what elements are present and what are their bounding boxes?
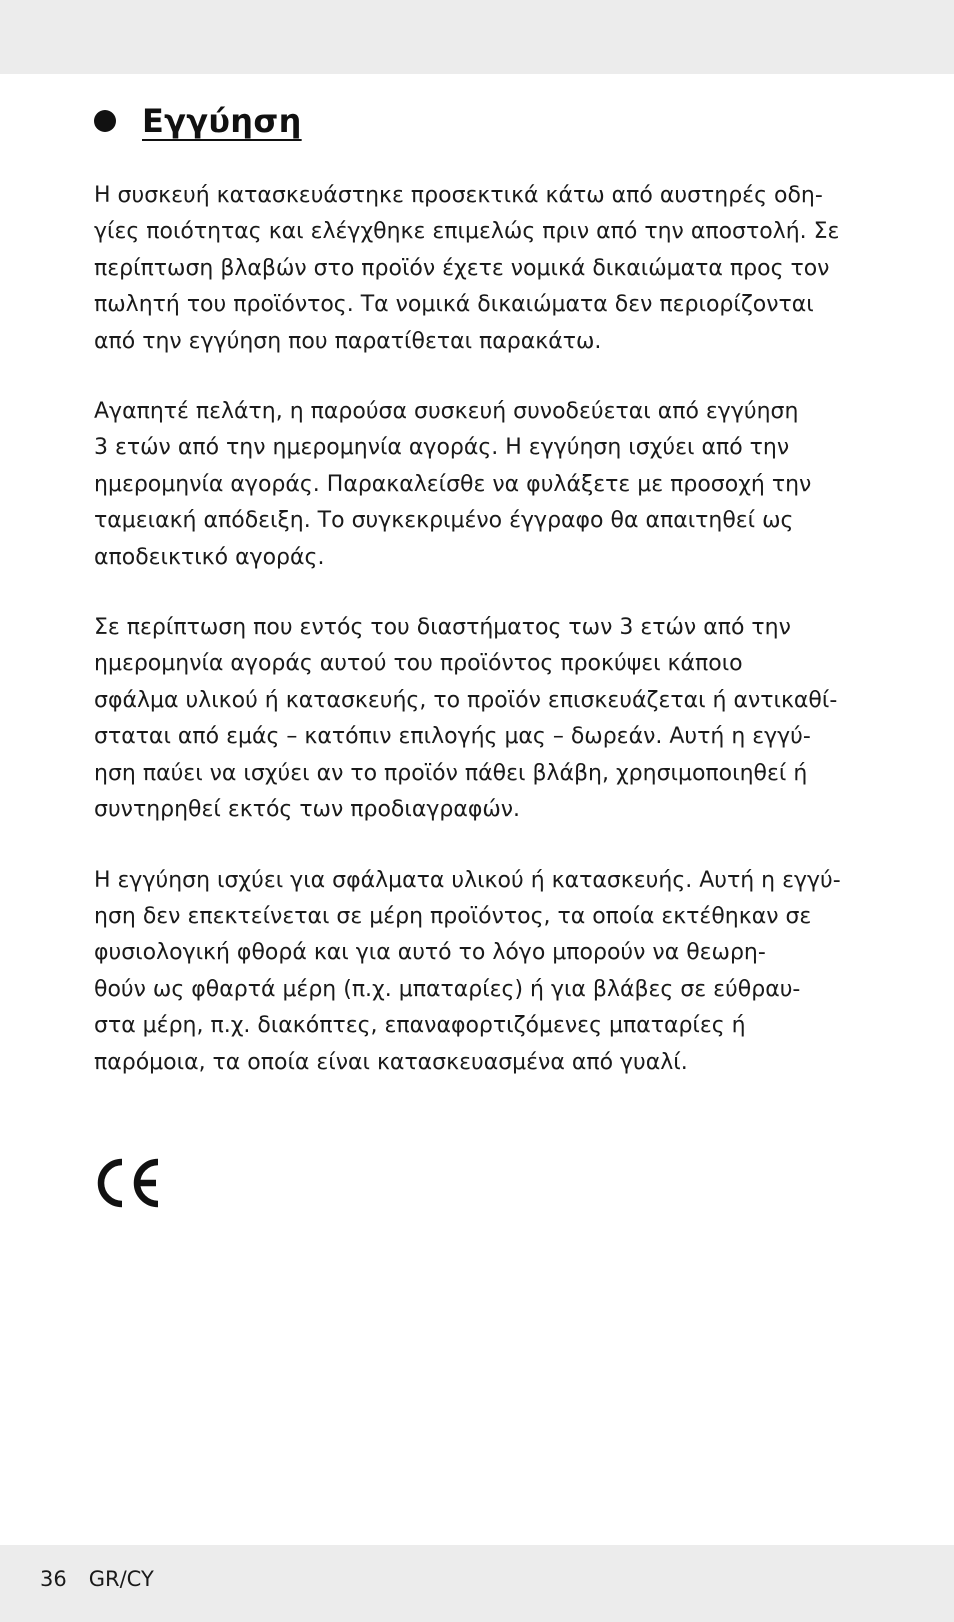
page-footer	[40, 1567, 176, 1591]
text-line: πωλητή του προϊόντος. Τα νομικά δικαιώματα δεν περιορίζονται	[94, 292, 814, 318]
text-line: 3 ετών από την ημερομηνία αγοράς. Η εγγύηση ισχύει από την	[94, 435, 790, 461]
text-line: ημερομηνία αγοράς αυτού του προϊόντος προκύψει κάποιο	[94, 651, 743, 677]
text-line: ημερομηνία αγοράς. Παρακαλείσθε να φυλάξετε με προσοχή την	[94, 471, 812, 497]
text-line: παρόμοια, τα οποία είναι κατασκευασμένα από γυαλί.	[94, 1049, 688, 1075]
text-line: στα μέρη, π.χ. διακόπτες, επαναφορτιζόμενες μπαταρίες ή	[94, 1013, 746, 1039]
text-line: Η συσκευή κατασκευάστηκε προσεκτικά κάτω από αυστηρές οδη-	[94, 183, 823, 208]
text-line: συντηρηθεί εκτός των προδιαγραφών.	[94, 797, 521, 823]
section-title: Εγγύηση	[142, 102, 302, 140]
text-line: από την εγγύηση που παρατίθεται παρακάτω.	[94, 328, 602, 354]
text-line: Η εγγύηση ισχύει για σφάλματα υλικού ή κατασκευής. Αυτή η εγγύ-	[94, 867, 841, 893]
text-line: ηση δεν επεκτείνεται σε μέρη προϊόντος, τα οποία εκτέθηκαν σε	[94, 903, 812, 929]
text-line: ηση παύει να ισχύει αν το προϊόν πάθει βλάβη, χρησιμοποιηθεί ή	[94, 760, 808, 786]
text-line: περίπτωση βλαβών στο προϊόν έχετε νομικά δικαιώματα προς τον	[94, 255, 830, 281]
text-line: σταται από εμάς – κατόπιν επιλογής μας – δωρεάν. Αυτή η εγγύ-	[94, 724, 811, 750]
top-band	[0, 0, 954, 74]
ce-mark-icon	[92, 1156, 164, 1210]
text-line: αποδεικτικό αγοράς.	[94, 544, 325, 570]
paragraph	[94, 394, 864, 576]
text-line: Αγαπητέ πελάτη, η παρούσα συσκευή συνοδεύεται από εγγύηση	[94, 399, 799, 425]
paragraph	[94, 610, 864, 828]
bullet-icon	[94, 110, 116, 132]
paragraph	[94, 863, 864, 1081]
text-line: γίες ποιότητας και ελέγχθηκε επιμελώς πριν από την αποστολή. Σε	[94, 219, 840, 245]
text-line: φυσιολογική φθορά και για αυτό το λόγο μπορούν να θεωρη-	[94, 940, 766, 966]
text-line: θούν ως φθαρτά μέρη (π.χ. μπαταρίες) ή για βλάβες σε εύθραυ-	[94, 976, 801, 1002]
text-line: σφάλμα υλικού ή κατασκευής, το προϊόν επισκευάζεται ή αντικαθί-	[94, 687, 838, 713]
text-line: ταμειακή απόδειξη. Το συγκεκριμένο έγγραφο θα απαιτηθεί ως	[94, 508, 794, 534]
region-code: GR/CY	[88, 1567, 154, 1591]
paragraph	[94, 178, 864, 360]
warranty-text	[94, 178, 864, 1115]
page-number: 36	[40, 1567, 67, 1591]
section-heading	[94, 96, 302, 146]
text-line: Σε περίπτωση που εντός του διαστήματος των 3 ετών από την	[94, 615, 791, 641]
